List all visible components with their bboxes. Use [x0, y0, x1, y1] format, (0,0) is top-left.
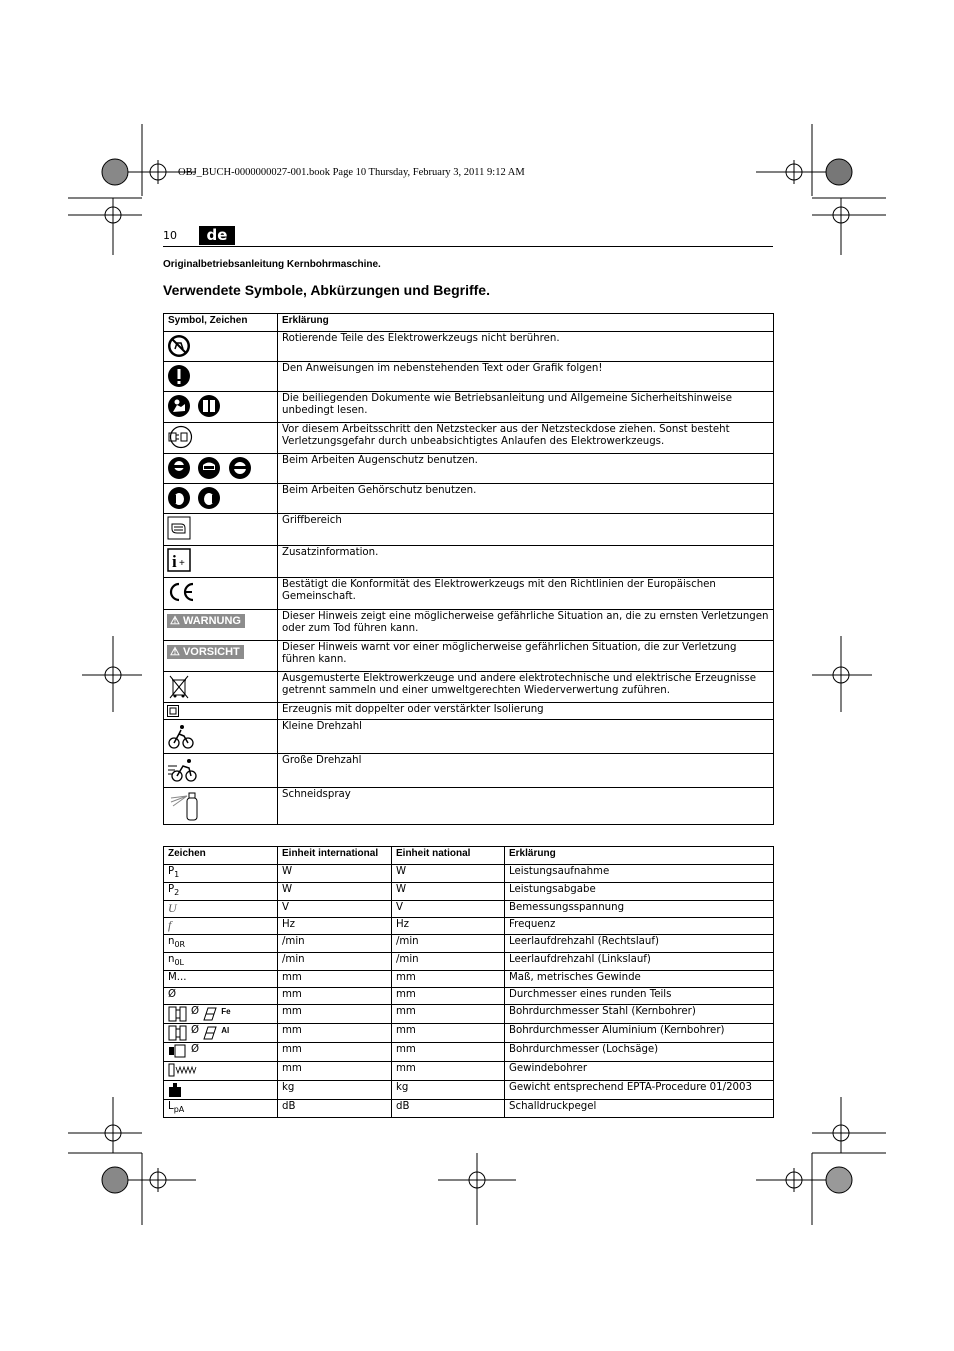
unit-international: mm [278, 1024, 392, 1043]
symbol-explanation: Schneidspray [278, 788, 774, 825]
explanation: Gewindebohrer [505, 1062, 774, 1081]
unit-international: Hz [278, 918, 392, 935]
info-icon [167, 548, 191, 572]
table-row [164, 423, 774, 454]
symbol-explanation: Große Drehzahl [278, 754, 774, 788]
warning-triangle-icon: ⚠ [170, 646, 180, 658]
sign: P [168, 884, 175, 895]
explanation: Gewicht entsprechend EPTA-Procedure 01/2003 [505, 1081, 774, 1100]
sign-subscript: 0R [174, 940, 186, 949]
table-row [164, 1100, 774, 1118]
hole-saw-icon [168, 1044, 188, 1058]
table-row [164, 1081, 774, 1100]
explanation: Schalldruckpegel [505, 1100, 774, 1118]
symbol-explanation: Beim Arbeiten Augenschutz benutzen. [278, 454, 774, 484]
symbol-explanation: Dieser Hinweis zeigt eine möglicherweise gefährliche Situation an, die zu ernsten Verletzungen oder zum Tod führen kann. [278, 610, 774, 641]
symbol-explanation: Kleine Drehzahl [278, 720, 774, 754]
core-drill-icon [168, 1006, 188, 1022]
unit-international: kg [278, 1081, 392, 1100]
ce-mark-icon [167, 580, 197, 604]
core-drill-icon [168, 1025, 188, 1041]
table-row [164, 546, 774, 578]
sign: Ø [168, 989, 177, 1000]
sign: U [168, 901, 177, 915]
sign-subscript: 2 [174, 888, 180, 897]
material-label: Al [221, 1026, 230, 1035]
symbols-table [163, 313, 774, 825]
steel-material-icon [202, 1006, 218, 1022]
unit-international: mm [278, 988, 392, 1005]
symbol-explanation: Ausgemusterte Elektrowerkzeuge und andere elektrotechnische und elektrische Erzeugnisse getrennt sammeln und einer umweltgerechten Wiederverwertung zuführen. [278, 672, 774, 703]
symbol-explanation: Rotierende Teile des Elektrowerkzeugs nicht berühren. [278, 332, 774, 362]
symbol-explanation: Beim Arbeiten Gehörschutz benutzen. [278, 484, 774, 514]
cutting-spray-icon [167, 790, 201, 822]
sign: M... [168, 972, 187, 983]
symbol-explanation: Erzeugnis mit doppelter oder verstärkter Isolierung [278, 703, 774, 720]
table-row [164, 918, 774, 935]
unit-international: /min [278, 953, 392, 971]
table-row [164, 971, 774, 988]
column-header: Zeichen [164, 847, 278, 865]
explanation: Bohrdurchmesser (Lochsäge) [505, 1043, 774, 1062]
table-row [164, 953, 774, 971]
table-row [164, 1062, 774, 1081]
unit-international: W [278, 865, 392, 883]
symbol-explanation: Die beiliegenden Dokumente wie Betriebsanleitung und Allgemeine Sicherheitshinweise unbedingt lesen. [278, 392, 774, 423]
unit-national: mm [392, 1062, 505, 1081]
sign: n [168, 936, 175, 947]
unit-national: mm [392, 1005, 505, 1024]
unit-national: W [392, 883, 505, 901]
weight-icon [168, 1082, 182, 1098]
header-rule [163, 246, 773, 247]
table-row [164, 1005, 774, 1024]
table-header-row [164, 847, 774, 865]
explanation: Leistungsabgabe [505, 883, 774, 901]
eye-protection-icon [167, 456, 191, 480]
low-speed-bicycle-icon [167, 722, 195, 750]
ear-muffs-icon [197, 486, 221, 510]
document-subtitle: Originalbetriebsanleitung Kernbohrmaschine. [163, 259, 381, 270]
unit-international: /min [278, 935, 392, 953]
unit-national: V [392, 901, 505, 918]
explanation: Leerlaufdrehzahl (Linkslauf) [505, 953, 774, 971]
caution-badge: ⚠ VORSICHT [167, 645, 244, 659]
table-row [164, 865, 774, 883]
ear-protection-icon [167, 486, 191, 510]
weee-bin-icon [167, 674, 191, 700]
aluminium-material-icon [202, 1025, 218, 1041]
table-row [164, 362, 774, 392]
face-shield-icon [228, 456, 252, 480]
table-row [164, 332, 774, 362]
symbol-explanation: Zusatzinformation. [278, 546, 774, 578]
unit-national: mm [392, 1024, 505, 1043]
table-row [164, 392, 774, 423]
table-row [164, 454, 774, 484]
unit-national: W [392, 865, 505, 883]
unit-national: kg [392, 1081, 505, 1100]
unit-international: W [278, 883, 392, 901]
unit-international: mm [278, 1043, 392, 1062]
explanation: Leerlaufdrehzahl (Rechtslauf) [505, 935, 774, 953]
table-row [164, 720, 774, 754]
column-header: Symbol, Zeichen [164, 314, 278, 332]
table-row [164, 578, 774, 610]
unit-national: /min [392, 953, 505, 971]
grip-area-icon [167, 516, 191, 540]
table-row [164, 703, 774, 720]
goggles-icon [197, 456, 221, 480]
warning-badge: ⚠ WARNUNG [167, 614, 245, 628]
column-header: Einheit international [278, 847, 392, 865]
book-icon [197, 394, 221, 418]
sign: P [168, 866, 175, 877]
sign: Ø [191, 1044, 200, 1055]
column-header: Erklärung [505, 847, 774, 865]
symbol-explanation: Bestätigt die Konformität des Elektrowerkzeugs mit den Richtlinien der Europäischen Gemeinschaft. [278, 578, 774, 610]
explanation: Bohrdurchmesser Aluminium (Kernbohrer) [505, 1024, 774, 1043]
page-number: 10 [163, 229, 177, 242]
sign: n [168, 954, 175, 965]
unit-national: mm [392, 971, 505, 988]
table-row [164, 988, 774, 1005]
column-header: Erklärung [278, 314, 774, 332]
explanation: Frequenz [505, 918, 774, 935]
book-line: OBJ_BUCH-0000000027-001.book Page 10 Thursday, February 3, 2011 9:12 AM [178, 167, 525, 178]
unit-international: dB [278, 1100, 392, 1118]
high-speed-bicycle-icon [167, 756, 199, 784]
units-table [163, 846, 774, 1118]
table-row [164, 514, 774, 546]
symbol-explanation: Griffbereich [278, 514, 774, 546]
unit-international: mm [278, 1005, 392, 1024]
sign-subscript: 0L [174, 958, 185, 967]
table-header-row [164, 314, 774, 332]
unit-national: mm [392, 988, 505, 1005]
sign: f [168, 918, 172, 932]
no-touch-rotating-icon [167, 334, 191, 358]
sign: L [168, 1101, 174, 1112]
table-row [164, 901, 774, 918]
explanation: Bohrdurchmesser Stahl (Kernbohrer) [505, 1005, 774, 1024]
table-row [164, 484, 774, 514]
column-header: Einheit national [392, 847, 505, 865]
symbol-explanation: Vor diesem Arbeitsschritt den Netzstecker aus der Netzsteckdose ziehen. Sonst besteht Verletzungsgefahr durch unbeabsichtigtes Anlaufen des Elektrowerkzeugs. [278, 423, 774, 454]
table-row [164, 610, 774, 641]
exclamation-icon [167, 364, 191, 388]
table-row [164, 641, 774, 672]
sign-subscript: 1 [174, 870, 180, 879]
unit-international: mm [278, 971, 392, 988]
unit-national: /min [392, 935, 505, 953]
unit-international: V [278, 901, 392, 918]
warning-triangle-icon: ⚠ [170, 615, 180, 627]
sign-subscript: pA [173, 1105, 185, 1114]
section-heading: Verwendete Symbole, Abkürzungen und Begriffe. [163, 282, 490, 298]
svg-text:i: i [172, 552, 177, 571]
unit-national: dB [392, 1100, 505, 1118]
svg-text:+: + [179, 558, 185, 569]
unit-national: Hz [392, 918, 505, 935]
read-manual-icon [167, 394, 191, 418]
explanation: Bemessungsspannung [505, 901, 774, 918]
table-row [164, 672, 774, 703]
explanation: Durchmesser eines runden Teils [505, 988, 774, 1005]
explanation: Leistungsaufnahme [505, 865, 774, 883]
sign: Ø [191, 1006, 200, 1017]
explanation: Maß, metrisches Gewinde [505, 971, 774, 988]
table-row [164, 883, 774, 901]
tap-drill-icon [168, 1063, 200, 1077]
symbol-explanation: Den Anweisungen im nebenstehenden Text oder Grafik folgen! [278, 362, 774, 392]
table-row [164, 754, 774, 788]
table-row [164, 1024, 774, 1043]
language-badge: de [199, 226, 235, 245]
sign: Ø [191, 1025, 200, 1036]
material-label: Fe [221, 1007, 231, 1016]
unit-national: mm [392, 1043, 505, 1062]
unit-international: mm [278, 1062, 392, 1081]
table-row [164, 788, 774, 825]
symbol-explanation: Dieser Hinweis warnt vor einer möglicherweise gefährlichen Situation, die zur Verletzung führen kann. [278, 641, 774, 672]
unplug-icon [167, 425, 193, 449]
table-row [164, 1043, 774, 1062]
table-row [164, 935, 774, 953]
double-insulation-icon [167, 705, 179, 717]
